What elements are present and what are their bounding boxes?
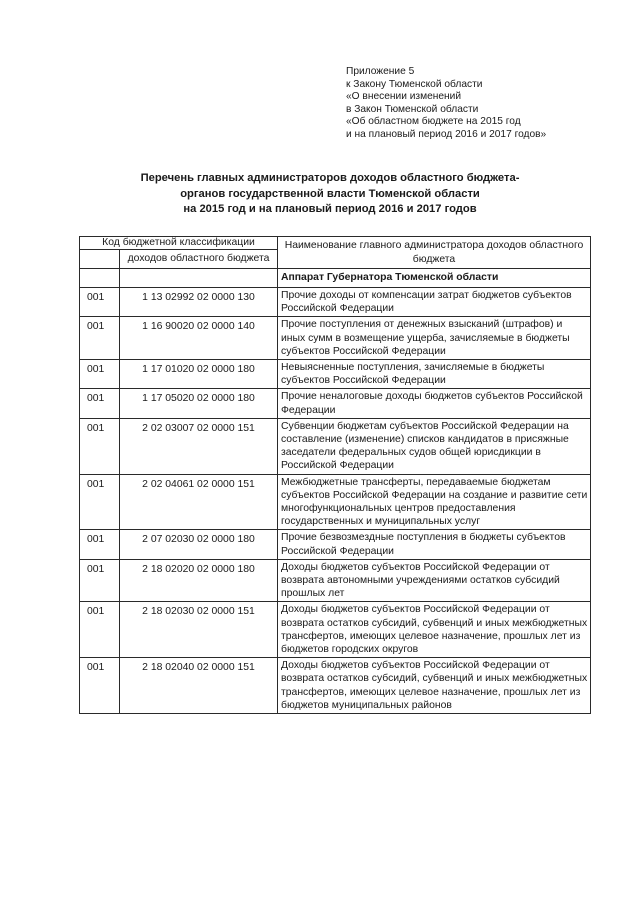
header-admin-empty [80, 250, 120, 269]
title-line: органов государственной власти Тюменской области [180, 187, 480, 200]
section-empty-1 [80, 269, 120, 288]
appendix-line: Приложение 5 [346, 66, 415, 77]
administrators-table [79, 236, 591, 714]
admin-code-cell: 001 [80, 317, 120, 360]
income-code-cell: 2 02 03007 02 0000 151 [120, 418, 278, 474]
income-name-cell: Прочие неналоговые доходы бюджетов субъектов Российской Федерации [278, 389, 591, 418]
admin-code-cell: 001 [80, 559, 120, 602]
income-name-cell: Межбюджетные трансферты, передаваемые бюджетам субъектов Российской Федерации на создание и развитие сети многофункциональных центров предоставления государственных и муниципальных услуг [278, 474, 591, 530]
table-row [80, 602, 591, 658]
section-row [80, 269, 591, 288]
title-line: Перечень главных администраторов доходов областного бюджета- [140, 172, 520, 184]
income-code-cell: 1 17 01020 02 0000 180 [120, 360, 278, 389]
admin-code-cell: 001 [80, 658, 120, 714]
income-name-cell: Субвенции бюджетам субъектов Российской Федерации на составление (изменение) списков кандидатов в присяжные заседатели федеральных судов общей юрисдикции в Российской Федерации [278, 418, 591, 474]
table-row [80, 317, 591, 360]
appendix-note [346, 66, 631, 142]
appendix-line: в Закон Тюменской области [346, 103, 479, 115]
income-code-cell: 2 07 02030 02 0000 180 [120, 530, 278, 559]
section-empty-2 [120, 269, 278, 288]
appendix-line: к Закону Тюменской области [346, 78, 483, 90]
income-name-cell: Доходы бюджетов субъектов Российской Федерации от возврата остатков субсидий, субвенций и иных межбюджетных трансфертов, имеющих целевое назначение, прошлых лет из бюджетов городских округов [278, 602, 591, 658]
income-code-cell: 1 13 02992 02 0000 130 [120, 288, 278, 317]
income-name-cell: Прочие безвозмездные поступления в бюджеты субъектов Российской Федерации [278, 530, 591, 559]
admin-code-cell: 001 [80, 530, 120, 559]
header-income-code: доходов областного бюджета [120, 250, 278, 269]
table-row [80, 559, 591, 602]
income-code-cell: 2 18 02040 02 0000 151 [120, 658, 278, 714]
admin-code-cell: 001 [80, 288, 120, 317]
income-name-cell: Прочие поступления от денежных взысканий (штрафов) и иных сумм в возмещение ущерба, зачисляемые в бюджеты субъектов Российской Федерации [278, 317, 591, 360]
income-code-cell: 2 02 04061 02 0000 151 [120, 474, 278, 530]
income-code-cell: 1 17 05020 02 0000 180 [120, 389, 278, 418]
title-line: на 2015 год и на плановый период 2016 и 2017 годов [183, 203, 477, 215]
admin-code-cell: 001 [80, 360, 120, 389]
document-title [80, 171, 580, 218]
admin-code-cell: 001 [80, 389, 120, 418]
table-row [80, 389, 591, 418]
income-code-cell: 2 18 02030 02 0000 151 [120, 602, 278, 658]
header-row [80, 237, 591, 250]
header-code-group: Код бюджетной классификации [80, 237, 278, 250]
appendix-line: «О внесении изменений [346, 91, 462, 103]
table-row [80, 288, 591, 317]
table-row [80, 658, 591, 714]
income-name-cell: Доходы бюджетов субъектов Российской Федерации от возврата остатков субсидий, субвенций и иных межбюджетных трансфертов, имеющих целевое назначение, прошлых лет из бюджетов муниципальных районов [278, 658, 591, 714]
admin-code-cell: 001 [80, 474, 120, 530]
income-name-cell: Прочие доходы от компенсации затрат бюджетов субъектов Российской Федерации [278, 288, 591, 317]
section-title: Аппарат Губернатора Тюменской области [278, 269, 591, 288]
header-name: Наименование главного администратора доходов областного бюджета [278, 237, 591, 269]
table-row [80, 474, 591, 530]
income-name-cell: Доходы бюджетов субъектов Российской Федерации от возврата автономными учреждениями остатков субсидий прошлых лет [278, 559, 591, 602]
income-name-cell: Невыясненные поступления, зачисляемые в бюджеты субъектов Российской Федерации [278, 360, 591, 389]
income-code-cell: 1 16 90020 02 0000 140 [120, 317, 278, 360]
admin-code-cell: 001 [80, 602, 120, 658]
table-row [80, 418, 591, 474]
income-code-cell: 2 18 02020 02 0000 180 [120, 559, 278, 602]
appendix-line: «Об областном бюджете на 2015 год [346, 116, 521, 128]
admin-code-cell: 001 [80, 418, 120, 474]
appendix-line: и на плановый период 2016 и 2017 годов» [346, 128, 547, 140]
table-row [80, 360, 591, 389]
table-row [80, 530, 591, 559]
